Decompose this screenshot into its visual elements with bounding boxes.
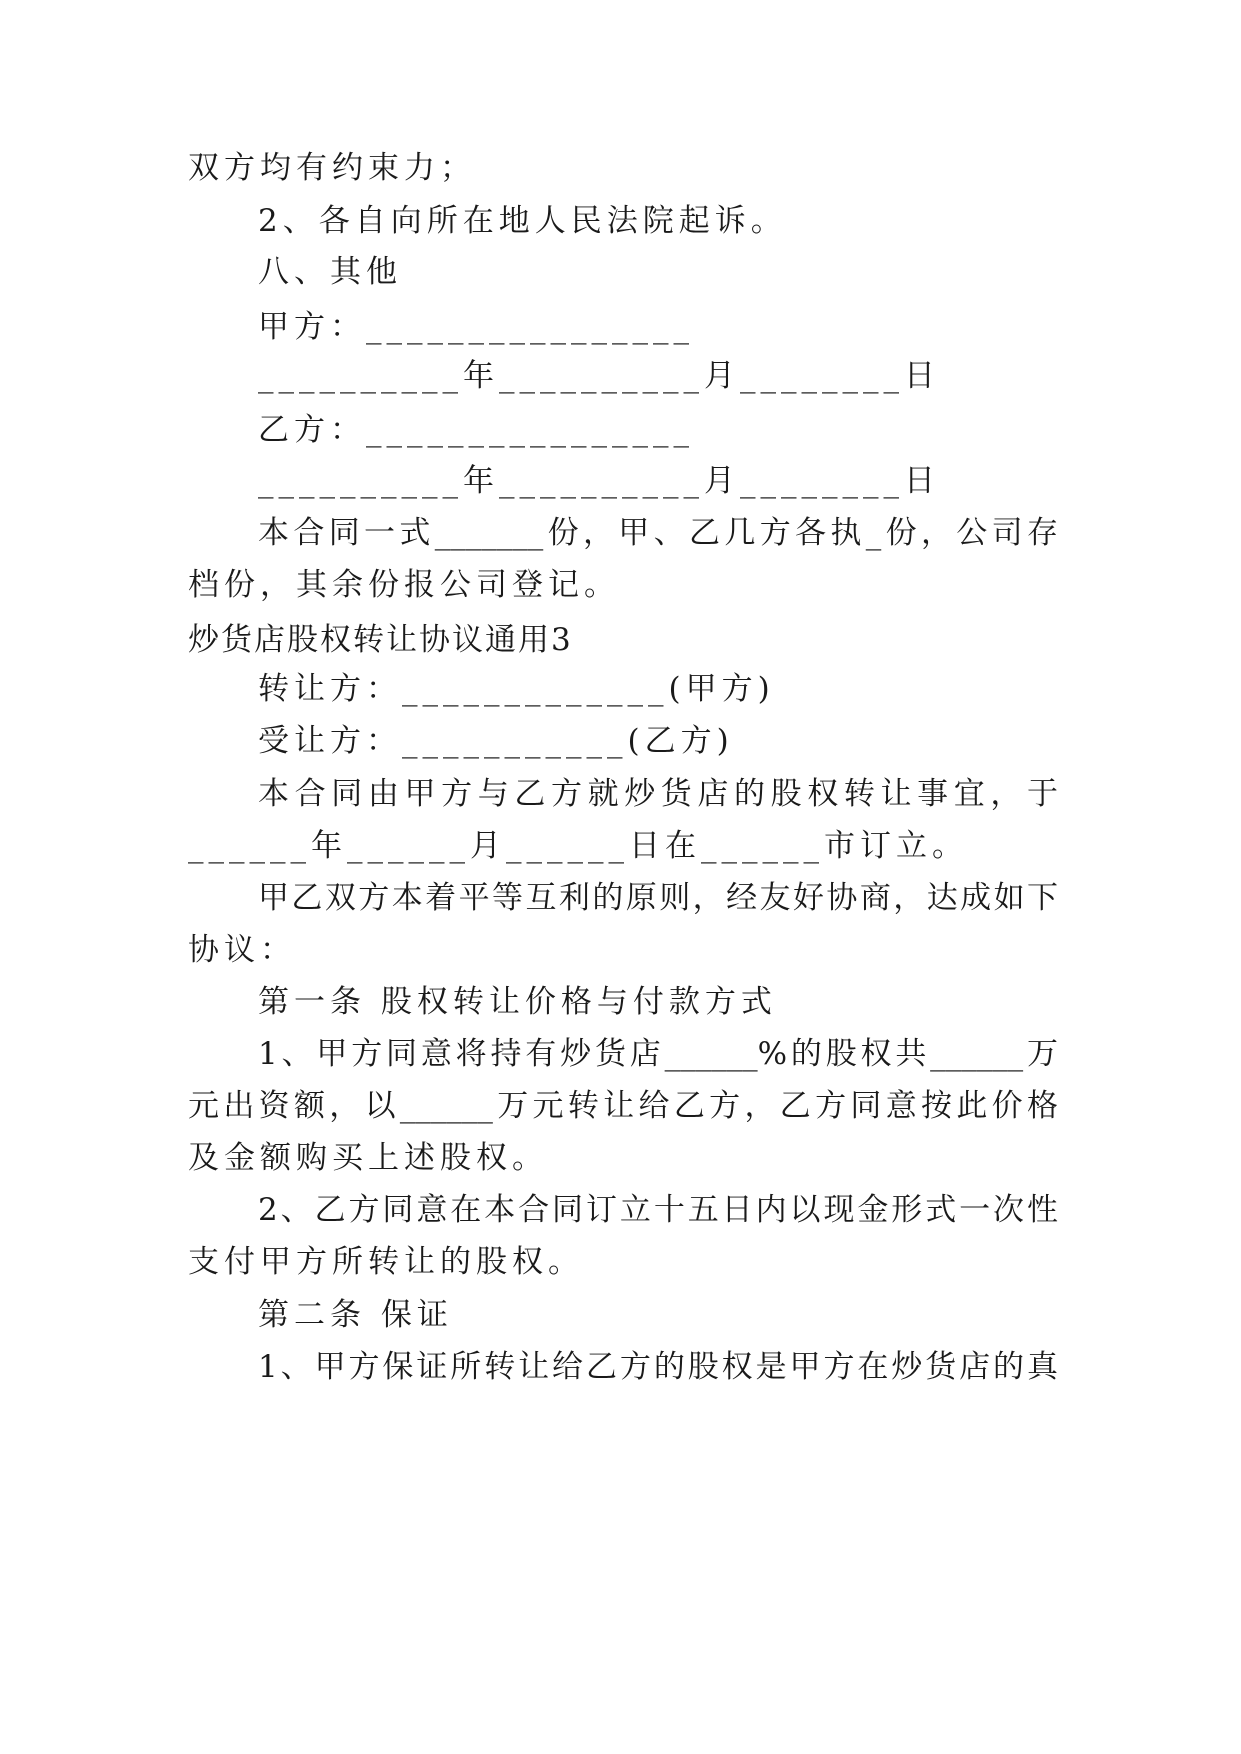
party-a-signature-line: 甲方：________________ bbox=[258, 309, 694, 345]
paragraph-line: 1、甲方同意将持有炒货店______%的股权共______万 bbox=[258, 1036, 1058, 1072]
article-heading: 第二条 保证 bbox=[258, 1297, 453, 1333]
paragraph-line: 支付甲方所转让的股权。 bbox=[188, 1244, 584, 1280]
paragraph-line: 本合同一式_______份，甲、乙几方各执_份，公司存 bbox=[258, 515, 1058, 551]
paragraph-line: 协议： bbox=[188, 932, 296, 968]
paragraph-line: 双方均有约束力； bbox=[188, 150, 476, 186]
paragraph-line: 甲乙双方本着平等互利的原则，经友好协商，达成如下 bbox=[258, 880, 1058, 916]
transferor-line: 转让方：_____________(甲方) bbox=[258, 671, 775, 707]
transferee-line: 受让方：___________(乙方) bbox=[258, 723, 734, 759]
document-title: 炒货店股权转让协议通用3 bbox=[188, 622, 573, 658]
paragraph-line: 档份，其余份报公司登记。 bbox=[188, 567, 620, 603]
paragraph-line: 2、各自向所在地人民法院起诉。 bbox=[258, 203, 787, 239]
party-b-signature-line: 乙方：________________ bbox=[258, 412, 694, 448]
paragraph-line: 及金额购买上述股权。 bbox=[188, 1140, 548, 1176]
paragraph-line: ______年______月______日在______市订立。 bbox=[188, 828, 968, 864]
date-line: __________年__________月________日 bbox=[258, 358, 940, 394]
paragraph-line: 本合同由甲方与乙方就炒货店的股权转让事宜，于 bbox=[258, 776, 1058, 812]
date-line: __________年__________月________日 bbox=[258, 463, 940, 499]
paragraph-line: 元出资额，以______万元转让给乙方，乙方同意按此价格 bbox=[188, 1088, 1058, 1124]
section-heading: 八、其他 bbox=[258, 254, 402, 290]
article-heading: 第一条 股权转让价格与付款方式 bbox=[258, 984, 777, 1020]
paragraph-line: 1、甲方保证所转让给乙方的股权是甲方在炒货店的真 bbox=[258, 1349, 1058, 1385]
paragraph-line: 2、乙方同意在本合同订立十五日内以现金形式一次性 bbox=[258, 1192, 1058, 1228]
